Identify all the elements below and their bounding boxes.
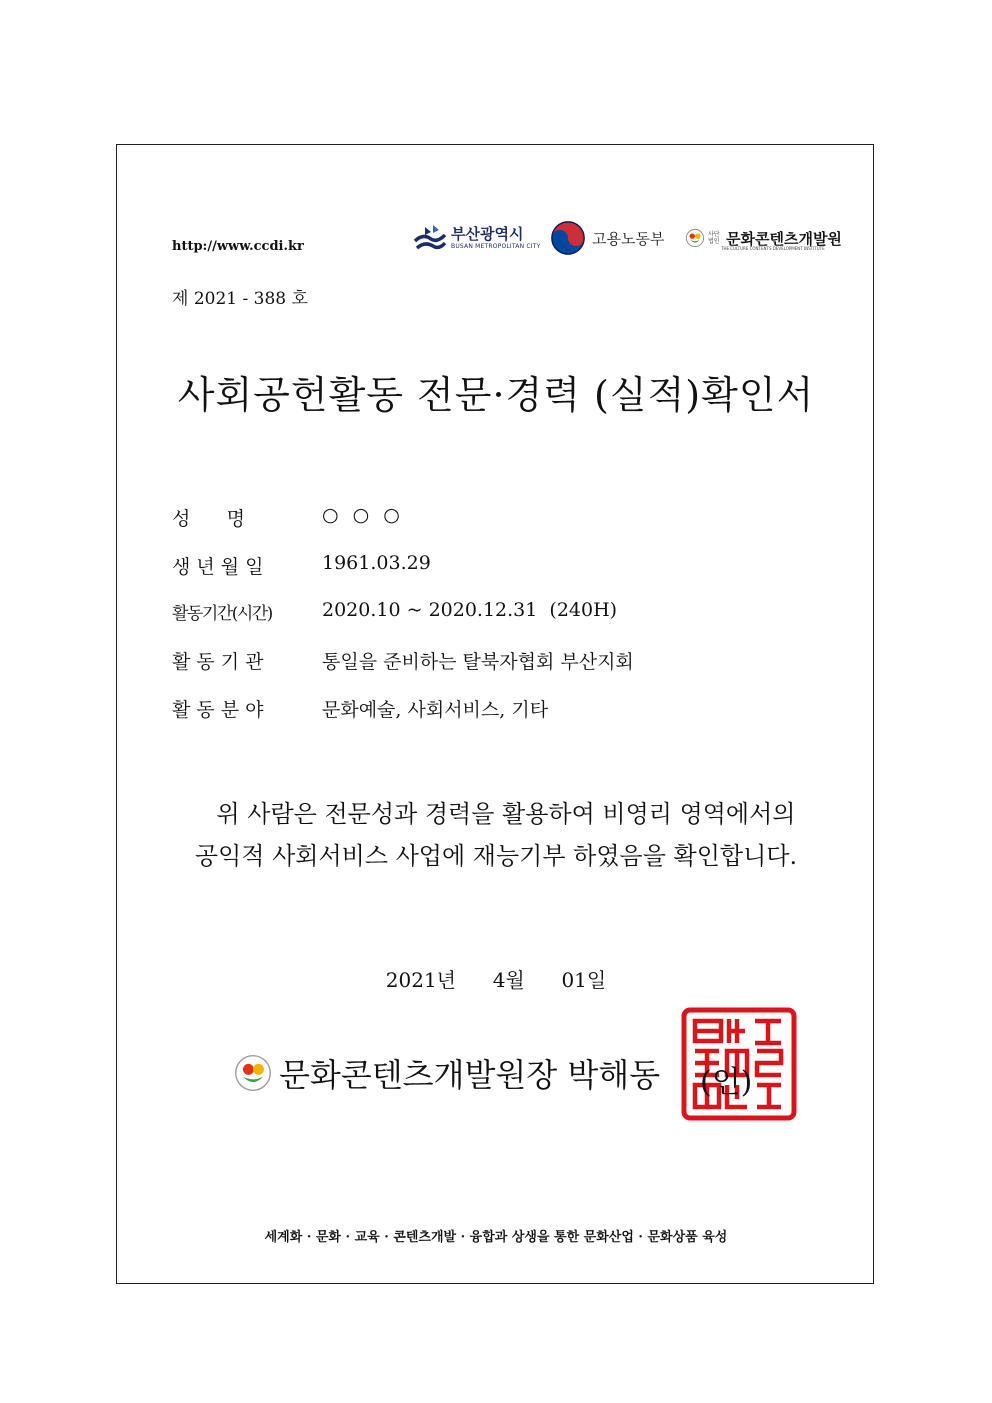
field-label: 활동기간(시간) [172,604,272,624]
statement-line: 위 사람은 전문성과 경력을 활용하여 비영리 영역에서의 [216,800,796,828]
ccdi-name-en: THE CULTURE CONTENTS DEVELOPMENT INSTITUTE [721,246,825,251]
field-label: 성 명 [172,508,245,530]
field-value: ○ ○ ○ [322,504,404,526]
ccdi-emblem-icon [685,228,705,248]
signer-block [233,1050,660,1096]
page-title: 사회공헌활동 전문·경력 (실적)확인서 [177,373,815,417]
document-number: 제 2021 - 388 호 [172,289,308,309]
taegeuk-icon [549,219,587,257]
field-value: 2020.10 ~ 2020.12.31 (240H) [322,599,618,621]
field-label: 생 년 월 일 [172,556,264,578]
moel-name: 고용노동부 [592,229,665,248]
busan-logo [413,220,541,256]
field-label: 활 동 기 관 [172,651,264,673]
footer-slogan: 세계화 · 문화 · 교육 · 콘텐츠개발 · 융합과 상생을 통한 문화산업 · 문화상품 육성 [264,1230,728,1245]
statement-line: 공익적 사회서비스 사업에 재능기부 하였음을 확인합니다. [194,842,798,870]
busan-name: 부산광역시 [451,225,524,243]
ccdi-name: 문화콘텐츠개발원 [726,229,842,248]
moel-logo [549,218,664,258]
signer-name: 문화콘텐츠개발원장 박해동 [279,1056,661,1094]
field-value: 1961.03.29 [322,552,431,574]
ccdi-prefix: 사단법인 [708,231,720,245]
busan-name-en: BUSAN METROPOLITAN CITY [451,243,541,250]
issue-date: 2021년 4월 01일 [385,968,607,992]
website-url: http://www.ccdi.kr [172,239,304,254]
field-label: 활 동 분 야 [172,699,264,721]
confirmation-statement [0,793,992,877]
field-value: 문화예술, 사회서비스, 기타 [322,699,549,721]
field-value: 통일을 준비하는 탈북자협회 부산지회 [322,651,634,673]
ccdi-emblem-icon [233,1053,273,1093]
header-logos [413,218,843,258]
busan-emblem-icon [413,223,447,253]
ccdi-logo [685,222,842,254]
seal-mark: (인) [700,1065,753,1100]
